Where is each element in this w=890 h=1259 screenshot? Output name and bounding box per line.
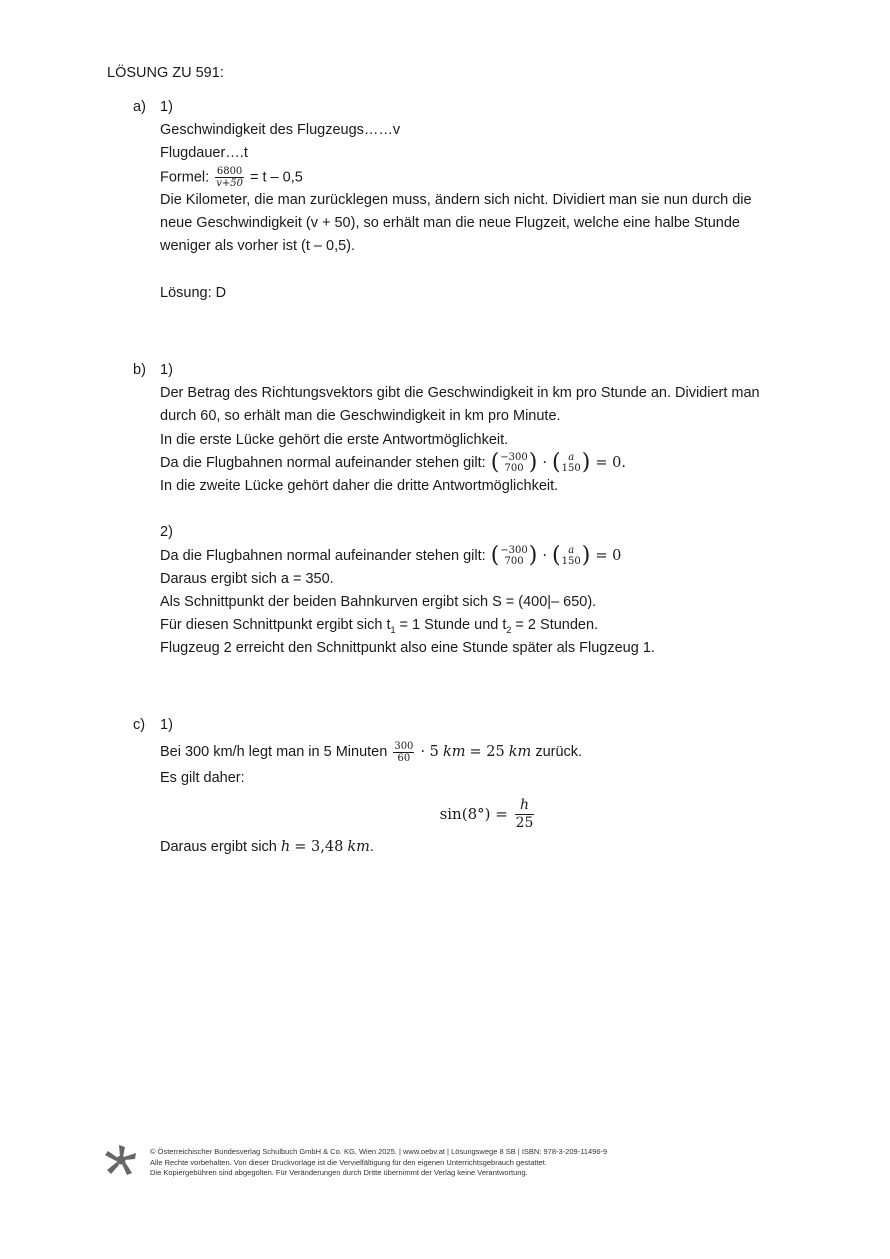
centered-equation (133, 790, 833, 836)
text-line: Der Betrag des Richtungsvektors gibt die Geschwindigkeit in km pro Stunde an. Dividiert man (160, 385, 760, 402)
text-span: Da die Flugbahnen normal aufeinander stehen gilt: (160, 454, 486, 471)
dot-operator: · (542, 454, 547, 471)
section-label: a) (133, 99, 146, 115)
asterisk-logo-icon (105, 1144, 137, 1176)
vector-component: a (568, 544, 575, 556)
text-line: weniger als vorher ist (t – 0,5). (160, 238, 356, 255)
text-line: In die erste Lücke gehört die erste Antwortmöglichkeit. (160, 431, 509, 448)
text-line: Für diesen Schnittpunkt ergibt sich $t_1 = 1$ Stunde und $t_2 = 2$ Stunden. (160, 617, 599, 635)
footer-text (150, 1147, 750, 1179)
vector-equation-line (160, 449, 810, 475)
vector-component: 150 (561, 462, 581, 474)
section-label: b) (133, 362, 146, 378)
vector: ( a 150 ) (552, 449, 591, 475)
section-body (160, 359, 810, 660)
vector-component: 700 (504, 462, 524, 474)
vector-component: −300 (500, 544, 528, 556)
text-line: durch 60, so erhält man die Geschwindigkeit in km pro Minute. (160, 408, 561, 425)
equals-zero: = 0. (595, 454, 626, 471)
copyright-line: © Österreichischer Bundesverlag Schulbuch GmbH & Co. KG, Wien 2025. | www.oebv.at | Lösungswege 8 SB | ISBN: 978-3-209-11496-9 (150, 1147, 608, 1156)
text-line: Flugdauer….t (160, 145, 248, 162)
vector-component: −300 (500, 451, 528, 463)
fraction (215, 166, 244, 189)
disclaimer-line: Die Kopiergebühren sind abgegolten. Für Veränderungen durch Dritte übernimmt der Verlag keine Verantwortung. (150, 1168, 528, 1178)
formula-label: Formel: (160, 168, 210, 185)
subtask-label: 1) (160, 717, 173, 733)
text-line: Flugzeug 2 erreicht den Schnittpunkt also eine Stunde später als Flugzeug 1. (160, 640, 655, 657)
text-line: Es gilt daher: (160, 770, 245, 787)
formula-rhs: = t – 0,5 (249, 168, 303, 185)
subtask-label: 1) (160, 99, 173, 115)
vector: ( −300 700 ) (490, 542, 538, 568)
vector-component: 150 (561, 555, 581, 567)
text-line: In die zweite Lücke gehört daher die dritte Antwortmöglichkeit. (160, 477, 559, 494)
equals-zero: = 0 (595, 547, 622, 564)
subtask-label: 2) (160, 524, 173, 541)
text-line: Die Kilometer, die man zurücklegen muss, ändern sich nicht. Dividiert man sie nun durch die (160, 191, 752, 208)
section-body (160, 714, 810, 860)
rights-line: Alle Rechte vorbehalten. Von dieser Druckvorlage ist die Vervielfältigung für den eigenen Unterrichtsgebrauch gestattet. (150, 1157, 547, 1167)
formula-line (160, 166, 810, 189)
fraction-denominator: v+50 (216, 177, 243, 189)
equation-lhs: sin(8°) = (439, 804, 508, 823)
section-label: c) (133, 717, 146, 733)
formula-line: Bei 300 km/h legt man in 5 Minuten $\frac{300}{60}$ · 5 km = 25 km zurück. (160, 740, 583, 764)
subtask-label: 1) (160, 362, 173, 378)
text-line: Geschwindigkeit des Flugzeugs……v (160, 122, 401, 139)
text-line: neue Geschwindigkeit (v + 50), so erhält man die neue Flugzeit, welche eine halbe Stunde (160, 214, 740, 231)
dot-operator: · (542, 547, 547, 564)
fraction-numerator: 6800 (216, 165, 243, 177)
vector: ( a 150 ) (552, 542, 591, 568)
text-span: Da die Flugbahnen normal aufeinander stehen gilt: (160, 547, 486, 564)
page-title: LÖSUNG ZU 591: (107, 65, 224, 81)
fraction: $\frac{300}{60}$ (394, 740, 414, 764)
vector-component: 700 (504, 555, 524, 567)
section-body (160, 96, 810, 305)
vector: ( −300 700 ) (490, 449, 538, 475)
text-line: Als Schnittpunkt der beiden Bahnkurven ergibt sich S = (400|– 650). (160, 593, 597, 610)
formula-line: Daraus ergibt sich h = 3,48 km. (160, 839, 374, 856)
text-line: Daraus ergibt sich a = 350. (160, 570, 334, 587)
answer-line: Lösung: D (160, 284, 227, 301)
vector-equation-line (160, 542, 810, 568)
fraction: $\frac{h}{25}$ (515, 797, 534, 832)
vector-component: a (568, 451, 575, 463)
